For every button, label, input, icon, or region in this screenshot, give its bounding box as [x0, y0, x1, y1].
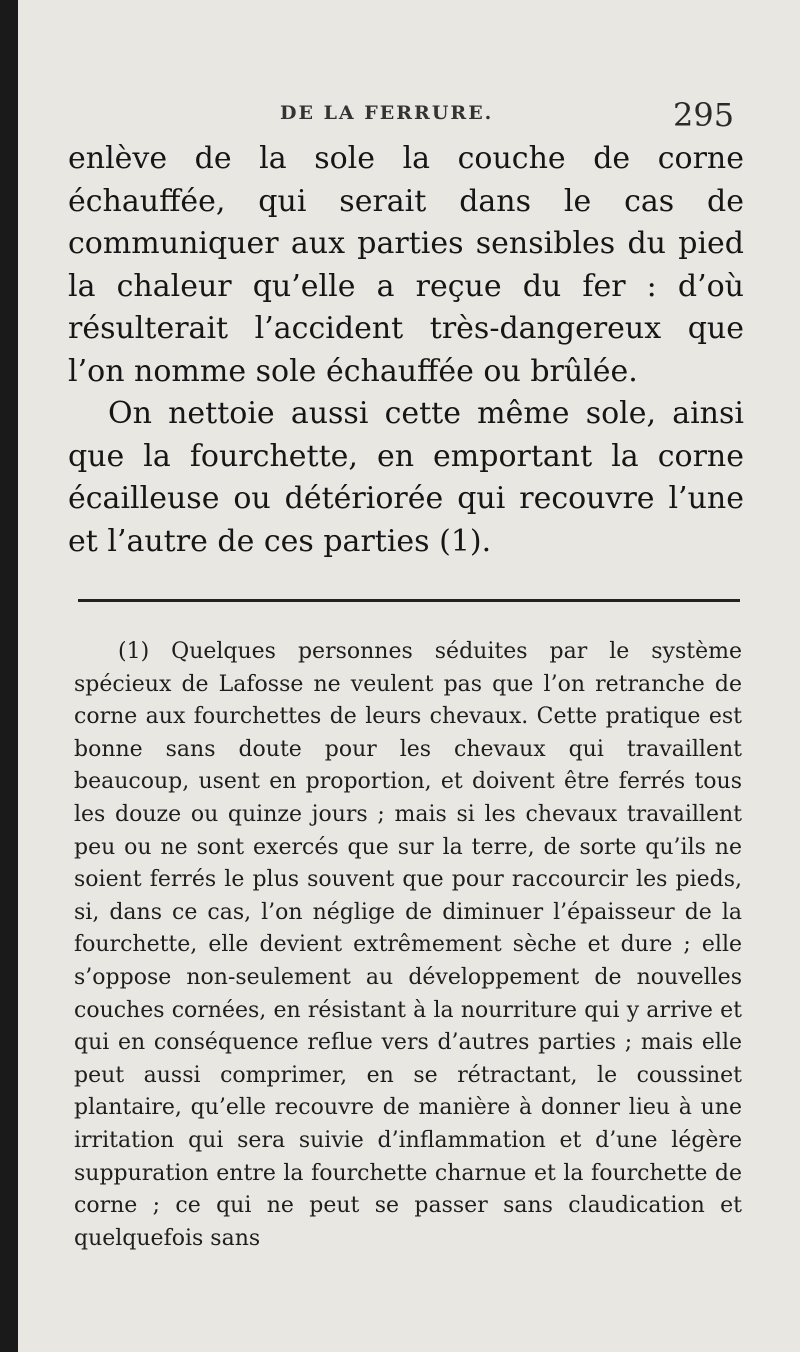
footnote	[74, 636, 742, 1255]
book-page	[18, 0, 800, 1352]
paragraph: enlève de la sole la couche de corne échauffée, qui serait dans le cas de communiquer aux parties sensibles du pied la chaleur qu’elle a reçue du fer : d’où résulterait l’accident très-dangereux que l’on nomme sole échauffée ou brûlée.	[68, 141, 744, 389]
page-header	[18, 96, 800, 136]
running-title: DE LA FERRURE.	[280, 102, 494, 124]
main-text	[68, 138, 744, 563]
paragraph: On nettoie aussi cette même sole, ainsi que la fourchette, en emportant la corne écailleuse ou détériorée qui recouvre l’une et l’autre de ces parties (1).	[68, 396, 744, 559]
footnote-divider	[78, 599, 740, 602]
page-number: 295	[673, 96, 735, 134]
footnote-text: (1) Quelques personnes séduites par le système spécieux de Lafosse ne veulent pas que l’on retranche de corne aux fourchettes de leurs chevaux. Cette pratique est bonne sans doute pour les chevaux qui travaillent beaucoup, usent en proportion, et doivent être ferrés tous les douze ou quinze jours ; mais si les chevaux travaillent peu ou ne sont exercés que sur la terre, de sorte qu’ils ne soient ferrés le plus souvent que pour raccourcir les pieds, si, dans ce cas, l’on néglige de diminuer l’épaisseur de la fourchette, elle devient extrêmement sèche et dure ; elle s’oppose non-seulement au développement de nouvelles couches cornées, en résistant à la nourriture qui y arrive et qui en conséquence reflue vers d’autres parties ; mais elle peut aussi comprimer, en se rétractant, le coussinet plantaire, qu’elle recouvre de manière à donner lieu à une irritation qui sera suivie d’inflammation et d’une légère suppuration entre la fourchette charnue et la fourchette de corne ; ce qui ne peut se passer sans claudication et quelquefois sans	[74, 639, 742, 1251]
